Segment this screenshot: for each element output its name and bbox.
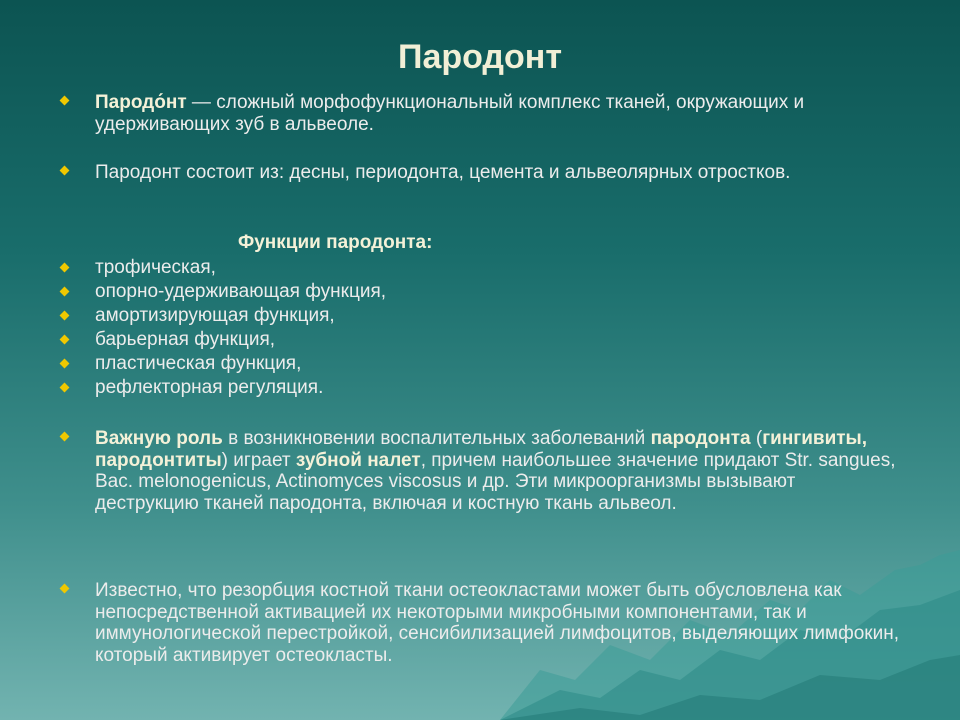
diamond-bullet-icon (60, 287, 70, 297)
definition-text: — сложный морфофункциональный комплекс тканей, окружающих и удерживающих зуб в альвеоле. (95, 92, 805, 135)
functions-list (95, 256, 386, 400)
page-title: Пародонт (398, 38, 562, 76)
diamond-bullet-icon (60, 383, 70, 393)
definition-term: Пародо́нт (95, 92, 187, 113)
functions-title: Функции пародонта: (238, 232, 433, 253)
resorption-text: Известно, что резорбция костной ткани остеокластами может быть обусловлена как непосредственной активацией их некоторыми микробными компонентами, так и иммунологической перестройкой, сенсибилизацией лимфоцитов, выделяющих лимфокин, который активирует остеокласты. (95, 580, 900, 666)
diamond-bullet-icon (60, 96, 70, 106)
composition-bullet (95, 162, 900, 184)
function-item: рефлекторная регуляция. (95, 376, 386, 400)
function-item: амортизирующая функция, (95, 304, 386, 328)
diamond-bullet-icon (60, 311, 70, 321)
diamond-bullet-icon (60, 584, 70, 594)
diamond-bullet-icon (60, 166, 70, 176)
composition-text: Пародонт состоит из: десны, периодонта, цемента и альвеолярных отростков. (95, 162, 791, 183)
function-item: пластическая функция, (95, 352, 386, 376)
function-item: трофическая, (95, 256, 386, 280)
diamond-bullet-icon (60, 359, 70, 369)
diamond-bullet-icon (60, 263, 70, 273)
diamond-bullet-icon (60, 335, 70, 345)
function-item: опорно-удерживающая функция, (95, 280, 386, 304)
resorption-bullet (95, 580, 900, 666)
important-bullet: Важную роль в возникновении воспалительных заболеваний пародонта (гингивиты, пародонтиты) играет зубной налет, причем наибольшее значение придают Str. sangues, Bac. melonogenicus, Actinomyces viscosus и др. Эти микроорганизмы вызывают деструкцию тканей пародонта, включая и костную ткань альвеол. (95, 428, 900, 514)
function-item: барьерная функция, (95, 328, 386, 352)
definition-bullet (95, 92, 900, 135)
diamond-bullet-icon (60, 432, 70, 442)
